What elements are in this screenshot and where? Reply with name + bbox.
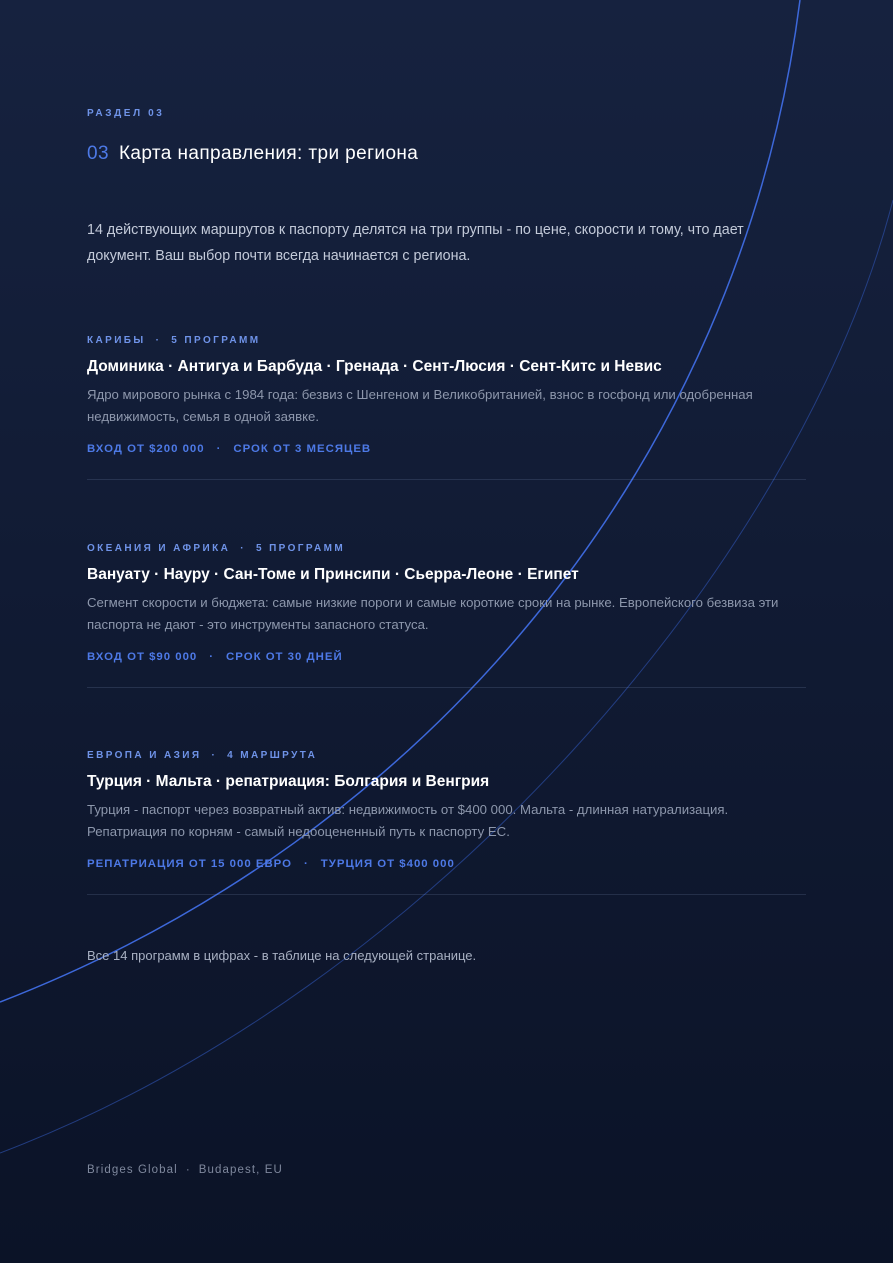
region-description: Ядро мирового рынка с 1984 года: безвиз с Шенгеном и Великобританией, взнос в госфонд или одобренная недвижимость, семья в одной заявке. <box>87 387 753 424</box>
region-entry-price: ВХОД ОТ $90 000 <box>87 651 198 663</box>
region-divider <box>87 687 806 688</box>
region-caribbean <box>87 335 806 480</box>
separator-dot: · <box>240 543 246 554</box>
region-label-name: КАРИБЫ <box>87 335 146 346</box>
section-eyebrow: РАЗДЕЛ 03 <box>87 108 165 119</box>
region-label-name: ЕВРОПА И АЗИЯ <box>87 750 202 761</box>
page-footer <box>87 1164 283 1176</box>
intro-paragraph: 14 действующих маршрутов к паспорту делятся на три группы - по цене, скорости и тому, что дает документ. Ваш выбор почти всегда начинается с региона. <box>87 222 744 264</box>
separator-dot: · <box>211 750 218 761</box>
region-meta <box>87 858 806 870</box>
footer-location: Budapest, EU <box>198 1164 283 1176</box>
region-divider <box>87 894 806 895</box>
region-label-count: 5 ПРОГРАММ <box>171 335 261 346</box>
region-entry-price: ВХОД ОТ $200 000 <box>87 443 205 455</box>
region-label-count: 4 МАРШРУТА <box>227 750 318 761</box>
region-divider <box>87 479 806 480</box>
separator-dot: · <box>216 443 222 455</box>
region-countries: Доминика · Антигуа и Барбуда · Гренада · Сент-Люсия · Сент-Китс и Невис <box>87 358 662 375</box>
separator-dot: · <box>185 1164 191 1176</box>
region-label-count: 5 ПРОГРАММ <box>255 543 346 554</box>
region-description: Турция - паспорт через возвратный актив: недвижимость от $400 000. Мальта - длинная натурализация. Репатриация по корням - самый недооцененный путь к паспорту ЕС. <box>87 802 729 839</box>
region-meta <box>87 443 806 455</box>
separator-dot: · <box>209 651 215 663</box>
region-repatriation-price: РЕПАТРИАЦИЯ ОТ 15 000 ЕВРО <box>87 858 292 870</box>
region-label <box>87 543 806 554</box>
region-description: Сегмент скорости и бюджета: самые низкие пороги и самые короткие сроки на рынке. Европейского безвиза эти паспорта не дают - это инструменты запасного статуса. <box>87 595 779 632</box>
region-label-name: ОКЕАНИЯ И АФРИКА <box>87 543 231 554</box>
table-reference-note: Все 14 программ в цифрах - в таблице на следующей странице. <box>87 948 477 963</box>
region-term: СРОК ОТ 3 МЕСЯЦЕВ <box>233 443 372 455</box>
region-countries: Вануату · Науру · Сан-Томе и Принсипи · Сьерра-Леоне · Египет <box>87 566 579 583</box>
separator-dot: · <box>304 858 309 870</box>
region-term: СРОК ОТ 30 ДНЕЙ <box>226 651 343 663</box>
section-heading <box>87 143 418 165</box>
separator-dot: · <box>155 335 162 346</box>
region-countries: Турция · Мальта · репатриация: Болгария и Венгрия <box>87 773 490 790</box>
section-number: 03 <box>87 143 109 164</box>
region-oceania-africa <box>87 543 806 688</box>
footer-company: Bridges Global <box>87 1164 178 1176</box>
region-europe-asia <box>87 750 806 895</box>
region-meta <box>87 651 806 663</box>
region-label <box>87 750 806 761</box>
region-turkey-price: ТУРЦИЯ ОТ $400 000 <box>320 858 455 870</box>
section-title: Карта направления: три региона <box>118 143 419 164</box>
region-label <box>87 335 806 346</box>
